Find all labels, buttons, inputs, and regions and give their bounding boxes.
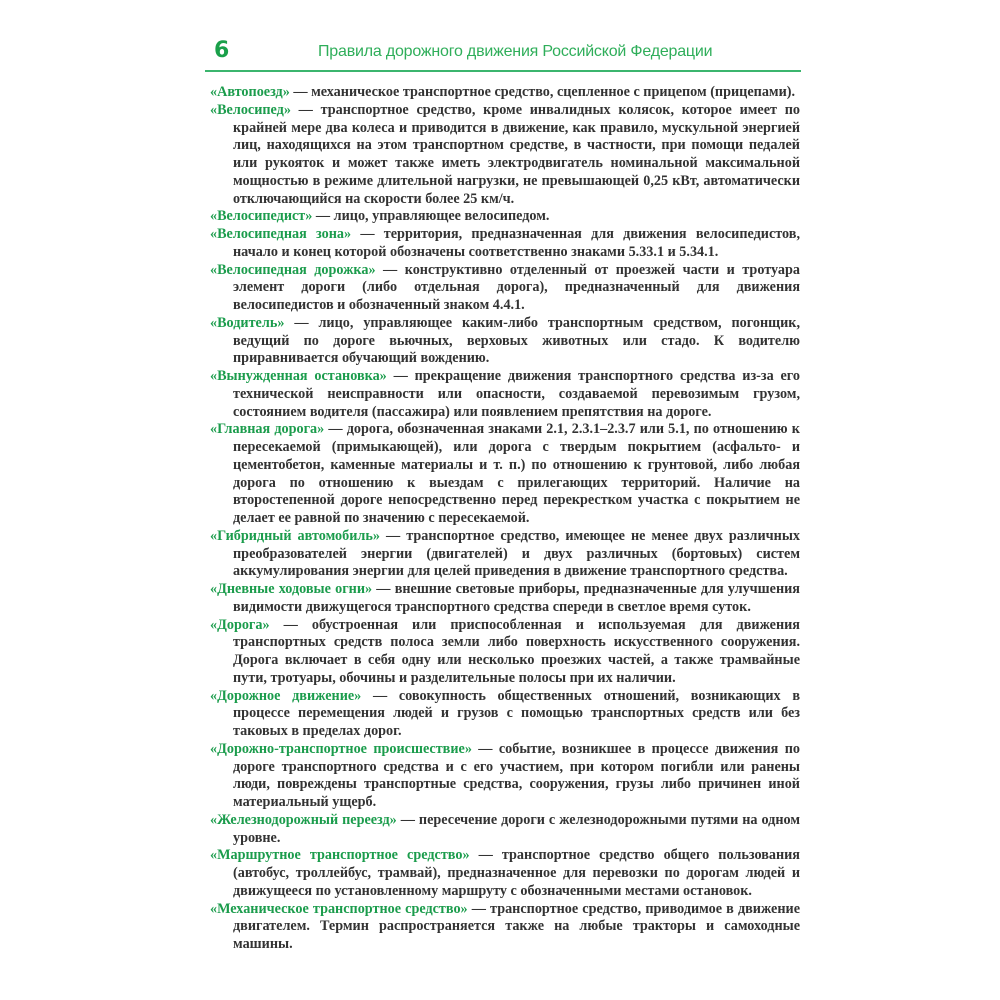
definition-entry	[210, 226, 800, 262]
term: «Велосипедная зона»	[210, 226, 352, 242]
definition-entry	[210, 812, 800, 848]
term: «Автопоезд»	[210, 84, 290, 100]
definition-entry	[210, 102, 800, 209]
term: «Главная дорога»	[210, 421, 325, 438]
term: «Велосипед»	[210, 101, 291, 118]
definition-text: — транспортное средство, кроме инвалидных колясок, которое имеет по крайней мере два колеса и приводится в движение, как правило, мускульной энергией лиц, находящихся на этом транспортном средстве, в частности, при помощи педалей или рукояток и может также иметь электродвигатель номинальной максимальной мощностью в режиме длительной нагрузки, не превышающей 0,25 кВт, автоматически отключающийся на скорости более 25 км/ч.	[233, 101, 800, 207]
definition-entry	[210, 688, 800, 741]
term: «Гибридный автомобиль»	[210, 527, 380, 544]
definitions-list	[210, 84, 800, 954]
definition-entry	[210, 262, 800, 315]
term: «Водитель»	[210, 314, 285, 331]
term: «Механическое транспортное средство»	[210, 900, 468, 917]
definition-entry	[210, 315, 800, 368]
definition-text: — дорога, обозначенная знаками 2.1, 2.3.1–2.3.7 или 5.1, по отношению к пересекаемой (примыкающей), или дорога с твердым покрытием (асфальто- и цементобетон, каменные материалы и т. п.) по отношению к грунтовой, либо любая дорога по отношению к выездам с прилегающих территорий. Наличие на второстепенной дороге непосредственно перед перекрестком участка с покрытием не делает ее равной по значению с пересекаемой.	[233, 421, 800, 526]
definition-entry	[210, 421, 800, 528]
page-number: 6	[214, 38, 230, 63]
running-header-title: Правила дорожного движения Российской Федерации	[318, 43, 713, 60]
definition-entry	[210, 901, 800, 954]
definition-entry	[210, 847, 800, 900]
definition-text: — лицо, управляющее каким-либо транспортным средством, погонщик, ведущий по дороге вьючных, верховых животных или стадо. К водителю приравнивается обучающий вождению.	[233, 314, 800, 367]
definition-entry	[210, 84, 800, 102]
definition-entry	[210, 741, 800, 812]
definition-text: — внешние световые приборы, предназначенные для улучшения видимости движущегося транспортного средства спереди в светлое время суток.	[233, 581, 800, 615]
term: «Дневные ходовые огни»	[210, 581, 373, 597]
definition-text: — лицо, управляющее велосипедом.	[312, 208, 550, 225]
definition-text: — прекращение движения транспортного средства из-за его технической неисправности или опасности, создаваемой перевозимым грузом, состоянием водителя (пассажира) или появлением препятствия на дороге.	[233, 368, 800, 420]
definition-text: — механическое транспортное средство, сцепленное с прицепом (прицепами).	[289, 84, 796, 100]
definition-text: — конструктивно отделенный от проезжей части и тротуара элемент дороги (либо отдельная дорога), предназначенный для движения велосипедистов и обозначенный знаком 4.4.1.	[233, 261, 800, 313]
term: «Дорога»	[210, 616, 270, 633]
definition-text: — событие, возникшее в процессе движения по дороге транспортного средства и с его участием, при котором погибли или ранены люди, повреждены транспортные средства, сооружения, грузы либо причинен иной материальный ущерб.	[233, 740, 800, 810]
term: «Велосипедная дорожка»	[210, 261, 376, 278]
term: «Вынужденная остановка»	[210, 368, 387, 384]
definition-text: — совокупность общественных отношений, возникающих в процессе перемещения людей и грузов с помощью транспортных средств или без таковых в пределах дорог.	[233, 687, 800, 739]
definition-entry	[210, 528, 800, 581]
term: «Маршрутное транспортное средство»	[210, 847, 470, 864]
term: «Дорожно-транспортное происшествие»	[210, 740, 472, 757]
header-divider	[205, 70, 801, 72]
definition-text: — обустроенная или приспособленная и используемая для движения транспортных средств полоса земли либо поверхность искусственного сооружения. Дорога включает в себя одну или несколько проезжих частей, а также трамвайные пути, тротуары, обочины и разделительные полосы при их наличии.	[233, 616, 800, 686]
term: «Железнодорожный переезд»	[210, 811, 397, 828]
term: «Велосипедист»	[210, 208, 313, 225]
definition-text: — транспортное средство, приводимое в движение двигателем. Термин распространяется также на любые тракторы и самоходные машины.	[233, 900, 800, 952]
definition-text: — территория, предназначенная для движения велосипедистов, начало и конец которой обозначены соответственно знаками 5.33.1 и 5.34.1.	[233, 226, 800, 260]
definition-entry	[210, 368, 800, 421]
definition-text: — транспортное средство общего пользования (автобус, троллейбус, трамвай), предназначенное для перевозки по дорогам людей и движущееся по установленному маршруту с обозначенными местами остановок.	[233, 847, 800, 899]
definition-entry	[210, 581, 800, 617]
term: «Дорожное движение»	[210, 687, 362, 704]
definition-entry	[210, 617, 800, 688]
definition-text: — пересечение дороги с железнодорожными путями на одном уровне.	[233, 811, 800, 846]
definition-text: — транспортное средство, имеющее не менее двух различных преобразователей энергии (двигателей) и двух различных (бортовых) систем аккумулирования энергии для целей приведения в движение транспортного средства.	[233, 527, 800, 580]
definition-entry	[210, 208, 800, 226]
